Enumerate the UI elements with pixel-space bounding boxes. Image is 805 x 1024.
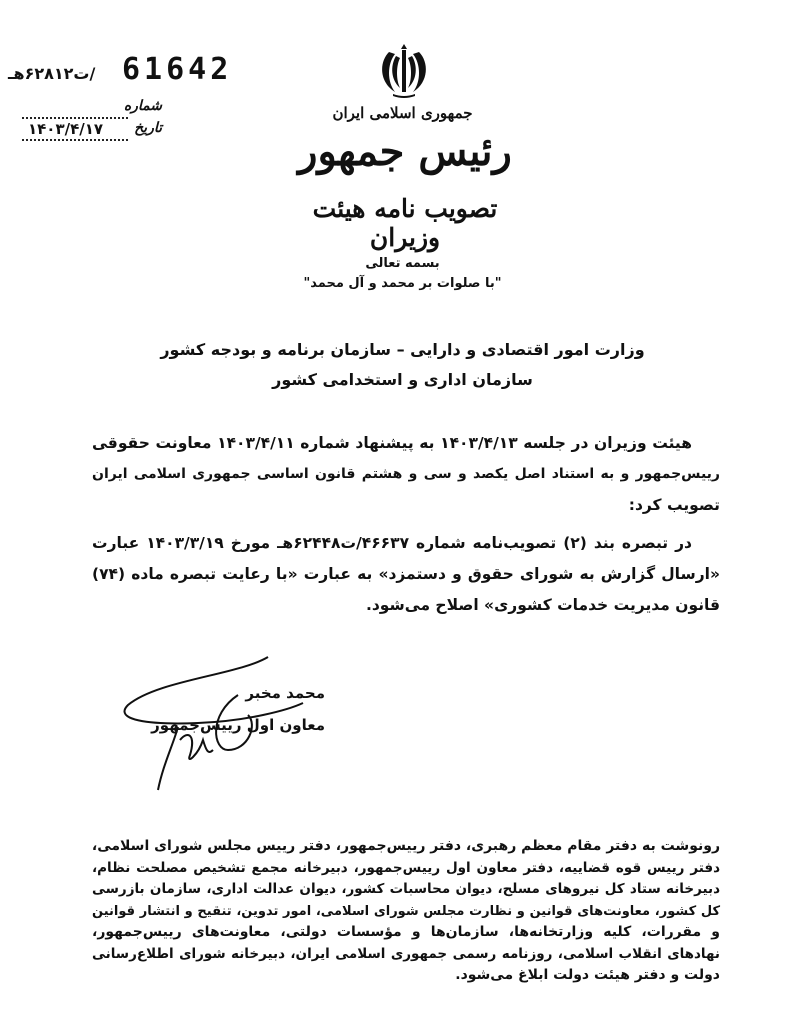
date-value: ۱۴۰۳/۴/۱۷ [28, 120, 104, 138]
reference-number [8, 52, 233, 92]
cc-line: و مقررات، کلیه وزارتخانه‌ها، سازمان‌ها و مؤسسات دولتی، معاونت‌های رییس‌جمهور، [92, 924, 720, 940]
header-president: رئیس جمهور [298, 128, 512, 175]
iran-emblem-icon [375, 40, 433, 100]
number-dotted-line [22, 117, 128, 119]
cc-line: کل کشور، معاونت‌های قوانین و نظارت مجلس شورای اسلامی، امور تدوین، تنقیح و انتشار قوانین [92, 903, 720, 919]
cc-line: رونوشت به دفتر مقام معظم رهبری، دفتر رییس‌جمهور، دفتر رییس مجلس شورای اسلامی، [91, 838, 720, 854]
cc-distribution-list [92, 836, 720, 987]
body-line: رییس‌جمهور و به استناد اصل یکصد و سی و هشتم قانون اساسی جمهوری اسلامی ایران [92, 466, 720, 482]
cc-line: دولت و دفتر هیئت دولت ابلاغ می‌شود. [455, 967, 720, 983]
body-line: هیئت وزیران در جلسه ۱۴۰۳/۴/۱۳ به پیشنهاد شماره ۱۴۰۳/۴/۱۱ معاونت حقوقی [92, 434, 692, 452]
cc-line: نهادهای انقلاب اسلامی، روزنامه رسمی جمهوری اسلامی ایران، دبیرخانه شورای اطلاع‌رسانی [92, 945, 720, 962]
body-paragraph-2 [92, 528, 720, 621]
date-label: تاریخ [134, 120, 162, 136]
body-line: در تبصره بند (۲) تصویب‌نامه شماره ۴۶۶۳۷/ت۶۲۴۴۸هـ مورخ ۱۴۰۳/۳/۱۹ عبارت [92, 534, 692, 552]
salutation: "با صلوات بر محمد و آل محمد" [303, 276, 502, 291]
number-stamp: 61642 [122, 52, 233, 87]
cc-line: دفتر رییس قوه قضاییه، دفتر معاون اول رییس‌جمهور، دبیرخانه مجمع تشخیص مصلحت نظام، [92, 859, 720, 876]
body-line: قانون مدیریت خدمات کشوری» اصلاح می‌شود. [365, 596, 720, 614]
number-label: شماره [123, 98, 162, 114]
body-line: تصویب کرد: [628, 496, 720, 514]
invocation: بسمه تعالی [365, 256, 440, 271]
reference-code: /ت۶۲۸۱۲هـ [8, 64, 96, 83]
body-line: «ارسال گزارش به شورای حقوق و دستمزد» به عبارت «با رعایت تبصره ماده (۷۴) [92, 565, 720, 583]
header-cabinet-resolution: تصویب نامه هیئت وزیران [312, 194, 498, 252]
recipient-line: وزارت امور اقتصادی و دارایی – سازمان برنامه و بودجه کشور [160, 340, 645, 359]
signer-title: معاون اول رییس‌جمهور [151, 716, 325, 734]
date-dotted-line [22, 139, 128, 141]
cc-line: دبیرخانه ستاد کل نیروهای مسلح، دیوان محاسبات کشور، دیوان عدالت اداری، سازمان بازرسی [92, 881, 720, 897]
header-country: جمهوری اسلامی ایران [332, 104, 473, 122]
recipient-line: سازمان اداری و استخدامی کشور [272, 370, 533, 389]
body-paragraph-1 [92, 428, 720, 521]
date-row [22, 120, 162, 144]
number-row [22, 98, 162, 122]
signer-name: محمد مخبر [245, 684, 325, 702]
